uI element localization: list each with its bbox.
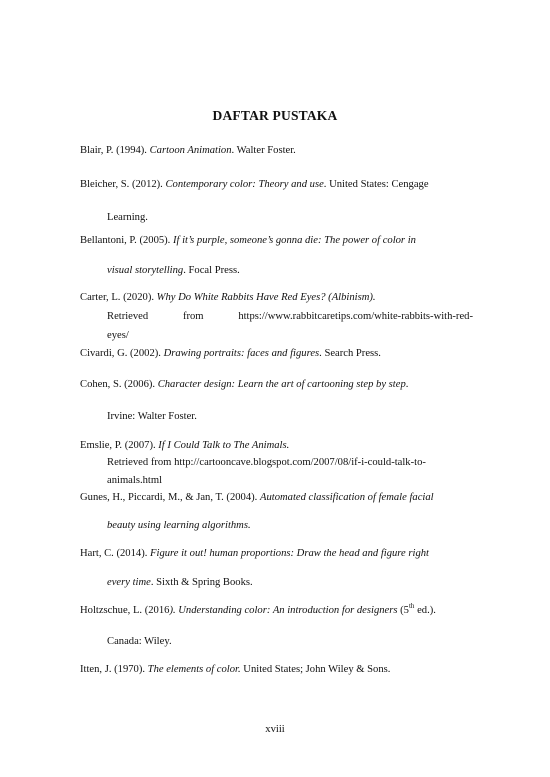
reference-publisher: . Search Press. bbox=[319, 348, 381, 359]
reference-author: Bellantoni, P. (2005). bbox=[80, 235, 173, 246]
reference-author: Blair, P. (1994). bbox=[80, 145, 150, 156]
reference-title: Figure it out! human proportions: Draw the head and figure right bbox=[150, 548, 429, 559]
reference-entry bbox=[80, 549, 429, 560]
reference-continuation bbox=[107, 266, 240, 277]
reference-author: Bleicher, S. (2012). bbox=[80, 179, 166, 190]
reference-title-continued: visual storytelling bbox=[107, 265, 184, 276]
reference-retrieved-line: Retrieved from http://cartooncave.blogspot.com/2007/08/if-i-could-talk-to- bbox=[107, 457, 426, 468]
reference-author: Civardi, G. (2002). bbox=[80, 348, 164, 359]
reference-url-end: animals.html bbox=[107, 475, 163, 486]
reference-author: Gunes, H., Piccardi, M., & Jan, T. (2004). bbox=[80, 492, 260, 503]
reference-title: Drawing portraits: faces and figures bbox=[163, 348, 320, 359]
reference-title: Cartoon Animation bbox=[149, 145, 232, 156]
reference-edition: (5 bbox=[397, 605, 409, 616]
reference-edition-end: ed.). bbox=[414, 605, 436, 616]
reference-title: Character design: Learn the art of cartooning step by step bbox=[157, 379, 406, 390]
reference-publisher: . Focal Press. bbox=[183, 265, 240, 276]
reference-author: Hart, C. (2014). bbox=[80, 548, 151, 559]
reference-publisher: United States; John Wiley & Sons. bbox=[240, 664, 391, 675]
reference-title: The elements of color. bbox=[147, 664, 241, 675]
reference-entry bbox=[80, 665, 390, 676]
reference-title: Automated classification of female facial bbox=[259, 492, 434, 503]
reference-title-continued: every time bbox=[107, 577, 151, 588]
page-title: DAFTAR PUSTAKA bbox=[212, 108, 338, 123]
reference-edition-superscript: th bbox=[408, 602, 415, 610]
reference-title-continued: beauty using learning algorithms. bbox=[107, 520, 251, 531]
reference-continuation bbox=[107, 521, 251, 532]
reference-author: Itten, J. (1970). bbox=[80, 664, 148, 675]
reference-entry bbox=[80, 602, 436, 617]
reference-continuation: Irvine: Walter Foster. bbox=[107, 411, 197, 422]
reference-publisher: . United States: Cengage bbox=[323, 179, 429, 190]
reference-continuation: Canada: Wiley. bbox=[107, 636, 172, 647]
page-number: xviii bbox=[265, 724, 285, 735]
reference-publisher: . Sixth & Spring Books. bbox=[150, 577, 253, 588]
reference-title: If I Could Talk to The Animals. bbox=[158, 440, 290, 451]
reference-entry bbox=[80, 293, 376, 304]
reference-retrieved-line: Retrieved from https://www.rabbitcaretips.com/white-rabbits-with-red- bbox=[107, 311, 473, 322]
reference-author: Holtzschue, L. (2016 bbox=[80, 605, 170, 616]
reference-entry bbox=[80, 236, 416, 247]
reference-author: Cohen, S. (2006). bbox=[80, 379, 158, 390]
reference-author: Carter, L. (2020). bbox=[80, 292, 157, 303]
reference-publisher: . Walter Foster. bbox=[231, 145, 296, 156]
reference-entry bbox=[80, 380, 408, 391]
reference-url-end: eyes/ bbox=[107, 330, 129, 341]
reference-entry bbox=[80, 146, 296, 157]
reference-title: Why Do White Rabbits Have Red Eyes? (Albinism). bbox=[156, 292, 376, 303]
reference-entry bbox=[80, 493, 434, 504]
reference-entry bbox=[80, 441, 289, 452]
reference-continuation: Learning. bbox=[107, 212, 148, 223]
reference-author: Emslie, P. (2007). bbox=[80, 440, 159, 451]
reference-title: If it’s purple, someone’s gonna die: The power of color in bbox=[172, 235, 416, 246]
reference-entry bbox=[80, 180, 429, 191]
reference-entry bbox=[80, 349, 381, 360]
reference-title: Contemporary color: Theory and use bbox=[165, 179, 324, 190]
reference-continuation bbox=[107, 578, 253, 589]
reference-title: ). Understanding color: An introduction for designers bbox=[169, 605, 398, 616]
reference-punctuation: . bbox=[405, 379, 409, 390]
